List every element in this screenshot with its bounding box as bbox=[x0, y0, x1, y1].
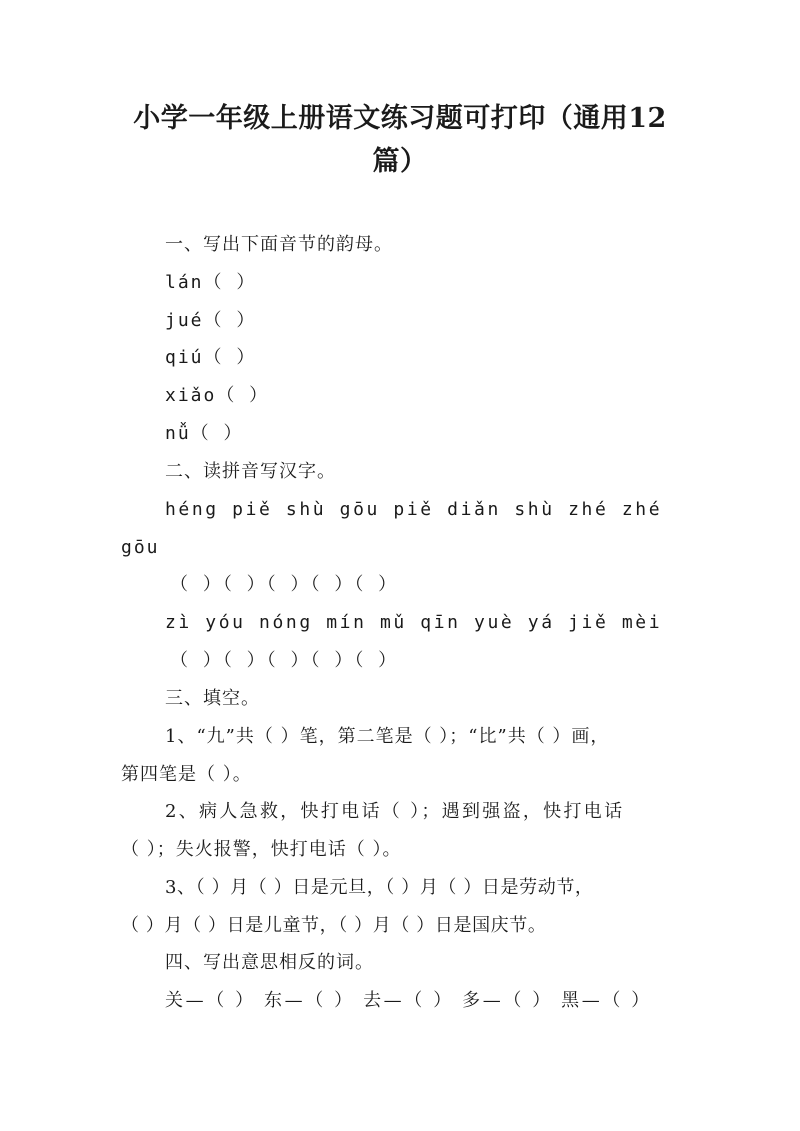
blank-row-2: （ ）（ ）（ ）（ ）（ ） bbox=[170, 650, 399, 671]
question-3-line-1: 3、（ ）月（ ）日是元旦，（ ）月（ ）日是劳动节， bbox=[165, 877, 594, 898]
question-3-line-2: （ ）月（ ）日是儿童节，（ ）月（ ）日是国庆节。 bbox=[121, 915, 547, 936]
pinyin-row-1b: gōu bbox=[121, 537, 160, 558]
antonym-pairs: 关—（ ） 东—（ ） 去—（ ） 多—（ ） 黑—（ ） bbox=[165, 990, 652, 1011]
question-2-line-2: （ ）；失火报警，快打电话（ ）。 bbox=[121, 839, 402, 860]
question-1-line-1: 1、“九”共（ ）笔，第二笔是（ ）；“比”共（ ）画， bbox=[165, 726, 610, 747]
blank-row-1: （ ）（ ）（ ）（ ）（ ） bbox=[170, 574, 399, 595]
document-title-line-1: 小学一年级上册语文练习题可打印（通用12 bbox=[133, 103, 667, 134]
document-title-line-2: 篇） bbox=[372, 146, 428, 177]
pinyin-item: lán（ ） bbox=[165, 272, 257, 293]
pinyin-item: qiú（ ） bbox=[165, 347, 257, 368]
pinyin-item: xiǎo（ ） bbox=[165, 385, 270, 406]
pinyin-row-2: zì yóu nóng mín mǔ qīn yuè yá jiě mèi bbox=[165, 612, 663, 633]
section-2-heading: 二、读拼音写汉字。 bbox=[165, 461, 336, 482]
pinyin-row-1a: héng piě shù gōu piě diǎn shù zhé zhé bbox=[165, 499, 663, 520]
section-1-heading: 一、写出下面音节的韵母。 bbox=[165, 234, 393, 255]
question-2-line-1: 2、病人急救，快打电话（ ）；遇到强盗，快打电话 bbox=[165, 801, 625, 822]
question-1-line-2: 第四笔是（ ）。 bbox=[121, 764, 252, 785]
pinyin-item: jué（ ） bbox=[165, 310, 257, 331]
section-3-heading: 三、填空。 bbox=[165, 688, 260, 709]
pinyin-item: nǚ（ ） bbox=[165, 423, 244, 444]
section-4-heading: 四、写出意思相反的词。 bbox=[165, 952, 374, 973]
